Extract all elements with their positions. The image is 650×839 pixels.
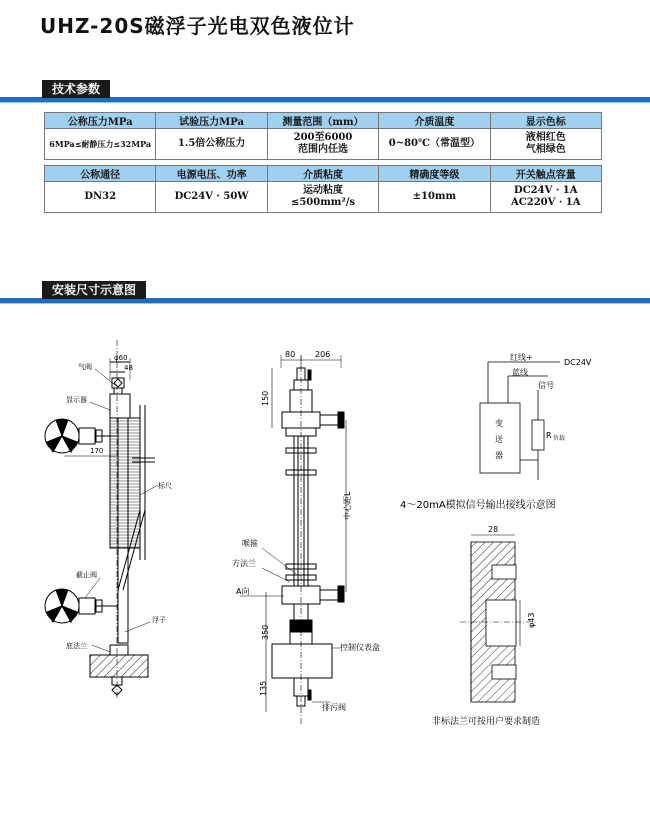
dim-135: 135: [259, 680, 268, 696]
wiring-caption: 4～20mA模拟信号输出接线示意图: [400, 500, 556, 511]
cell-line: 范围内任选: [297, 144, 348, 155]
wiring-labels: [400, 352, 592, 511]
middle-diagram-labels: [232, 350, 380, 712]
flange-caption: 非标法兰可按用户要求制造: [432, 717, 541, 727]
label-blue-wire: 蓝线: [512, 368, 528, 377]
label-display: 显示器: [66, 396, 87, 404]
table-header-cell: 试验压力MPa: [156, 113, 267, 129]
label-resistor: R: [546, 431, 552, 440]
dim-150: 150: [261, 390, 270, 406]
cell-line: 200至6000: [293, 132, 353, 143]
dim-80: 80: [285, 350, 296, 359]
label-load: 负载: [553, 435, 566, 442]
dim-48: 48: [124, 364, 133, 372]
cell-line: 气相绿色: [525, 144, 566, 155]
dim-170: 170: [90, 447, 104, 455]
dim-phi60: φ60: [114, 354, 128, 362]
table-header-cell: 介质温度: [379, 113, 490, 129]
table-header-cell: 测量范围（mm）: [267, 113, 378, 129]
label-center-distance: 中心距L: [343, 491, 352, 520]
label-float: 浮子: [152, 616, 166, 624]
dim-350: 350: [261, 624, 270, 640]
cell-line: 6MPa≤耐静压力≤32MPa: [49, 139, 152, 149]
cell-line: ≤500mm²/s: [290, 197, 356, 208]
section-tab-specs: 技术参数: [42, 80, 110, 98]
label-air-valve: 气阀: [78, 363, 92, 371]
cell-line: 运动粘度: [302, 185, 343, 196]
dim-phi43: φ43: [527, 612, 536, 628]
label-bottom-flange: 底法兰: [66, 642, 87, 650]
dim-206: 206: [315, 350, 331, 359]
page-title: UHZ-20S磁浮子光电双色液位计: [40, 14, 355, 38]
label-red-wire: 红线+: [510, 353, 533, 362]
label-bellows: 喉箍: [242, 539, 258, 548]
label-signal: 信号: [538, 381, 554, 390]
cell-line: DC24V · 1A: [514, 185, 578, 196]
cell-line: 1.5倍公称压力: [177, 138, 246, 149]
table-header-cell: 公称压力MPa: [45, 113, 156, 129]
label-dc24v: DC24V: [564, 358, 592, 367]
cell-line: AC220V · 1A: [511, 197, 581, 208]
table-header-cell: 开关触点容量: [490, 166, 601, 182]
label-stop-valve: 截止阀: [76, 571, 97, 579]
cell-line: 液相红色: [525, 132, 566, 143]
label-view-a: A向: [236, 587, 250, 596]
label-scale: 标尺: [158, 482, 172, 490]
dim-28: 28: [488, 525, 499, 534]
left-diagram: [45, 340, 158, 700]
label-square-flange: 方法兰: [232, 559, 256, 568]
label-transmitter-2: 送: [495, 435, 503, 444]
cell-line: DN32: [84, 191, 117, 202]
table-header-cell: 电源电压、功率: [156, 166, 267, 182]
cell-line: ±10mm: [412, 191, 457, 202]
label-transmitter-3: 器: [495, 451, 503, 460]
wiring-diagram: [480, 362, 560, 480]
section-tab-install: 安装尺寸示意图: [42, 281, 146, 299]
table-header-cell: 公称通径: [45, 166, 156, 182]
table-header-cell: 介质粘度: [267, 166, 378, 182]
table-header-cell: 显示色标: [490, 113, 601, 129]
table-header-cell: 精确度等级: [379, 166, 490, 182]
label-drain-valve: 排污阀: [322, 703, 346, 712]
label-transmitter-1: 变: [495, 419, 503, 428]
cell-line: 0~80℃（常温型）: [388, 138, 480, 149]
label-control-box: 控制仪表盒: [340, 643, 380, 652]
flange-drawing: [460, 535, 530, 702]
cell-line: DC24V · 50W: [174, 191, 249, 202]
